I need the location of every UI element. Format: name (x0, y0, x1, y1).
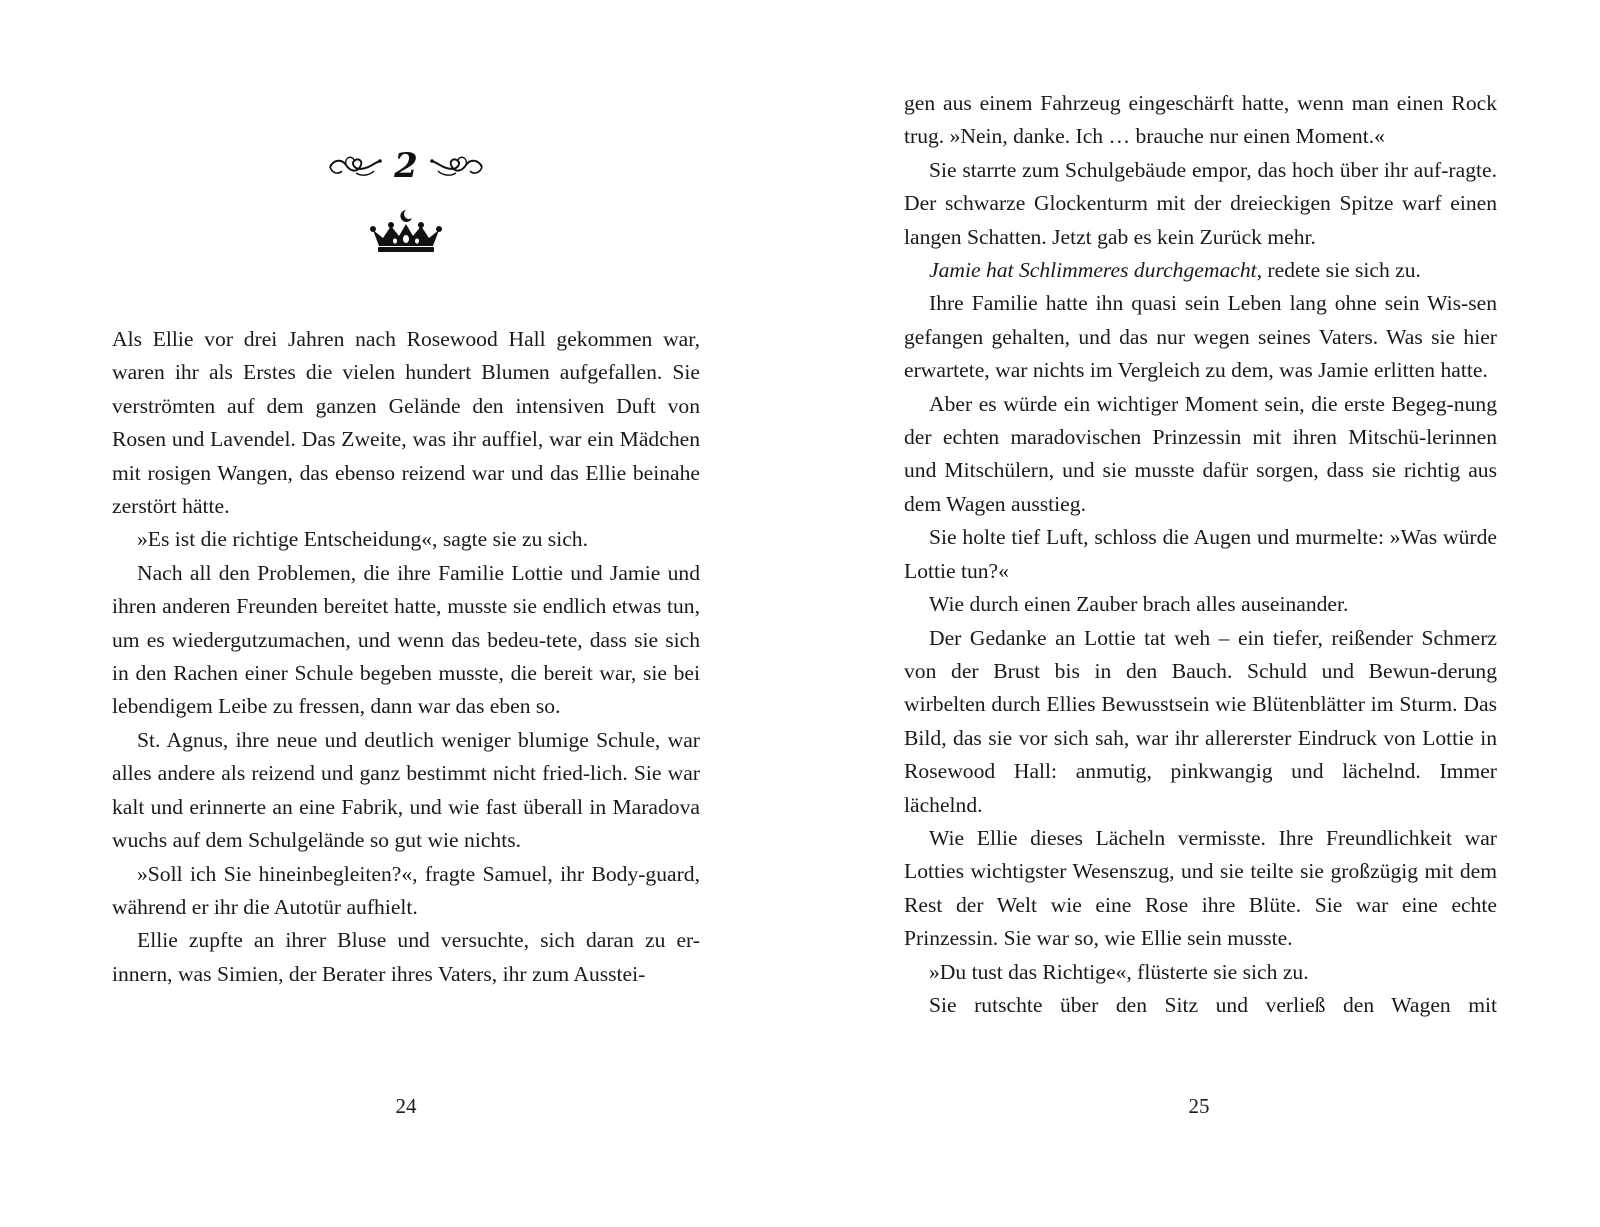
paragraph: gen aus einem Fahrzeug eingeschärft hatte, wenn man einen Rock trug. »Nein, danke. Ich … brauche nur einen Moment.« (904, 91, 1497, 149)
paragraph: Aber es würde ein wichtiger Moment sein, die erste Begeg-nung der echten maradovischen Prinzessin mit ihren Mitschü-lerinnen und Mitschülern, und sie musste dafür sorgen, dass sie richtig aus dem Wagen ausstieg. (904, 391, 1497, 516)
paragraph: Wie Ellie dieses Lächeln vermisste. Ihre Freundlichkeit war Lotties wichtigster Wesenszug, und sie teilte sie großzügig mit dem Rest der Welt wie eine Rose ihre Blüte. Sie war eine echte Prinzessin. Sie war so, wie Ellie sein musste. (904, 825, 1497, 951)
chapter-heading (112, 140, 700, 254)
chapter-number: 2 (394, 146, 418, 186)
paragraph: »Du tust das Richtige«, flüsterte sie sich zu. (929, 959, 1309, 984)
right-flourish-icon (428, 151, 486, 181)
page-number-right: 25 (1188, 1094, 1210, 1118)
paragraph: St. Agnus, ihre neue und deutlich weniger blumige Schule, war alles andere als reizend und ganz bestimmt nicht fried-lich. Sie war kalt und erinnerte an eine Fabrik, und wie fast überall in Maradova wuchs auf dem Schulgelände so gut wie nichts. (112, 727, 700, 853)
chapter-title-line (112, 140, 700, 192)
crown-icon (369, 208, 443, 254)
right-body-text (904, 87, 1497, 1022)
paragraph: Sie holte tief Luft, schloss die Augen und murmelte: »Was würde Lottie tun?« (904, 525, 1497, 583)
paragraph: Sie starrte zum Schulgebäude empor, das hoch über ihr auf-ragte. Der schwarze Glockenturm mit der dreieckigen Spitze warf einen langen Schatten. Jetzt gab es kein Zurück mehr. (904, 157, 1497, 249)
paragraph: Nach all den Problemen, die ihre Familie Lottie und Jamie und ihren anderen Freunden bereitet hatte, musste sie endlich etwas tun, um es wiedergutzumachen, und wenn das bedeu-tete, dass sie sich in den Rachen einer Schule begeben musste, die bereit war, sie bei lebendigem Leibe zu fressen, dann war das eben so. (112, 560, 700, 719)
paragraph: »Es ist die richtige Entscheidung«, sagte sie zu sich. (137, 527, 588, 552)
paragraph: Als Ellie vor drei Jahren nach Rosewood Hall gekommen war, waren ihr als Erstes die vielen hundert Blumen aufgefallen. Sie verströmten auf dem ganzen Gelände den intensiven Duft von Rosen und Lavendel. Das Zweite, was ihr auffiel, war ein Mädchen mit rosigen Wangen, das ebenso reizend war und das Ellie beinahe zerstört hätte. (112, 327, 700, 519)
paragraph: Ihre Familie hatte ihn quasi sein Leben lang ohne sein Wis-sen gefangen gehalten, und das nur wegen seines Vaters. Was sie hier erwartete, war nichts im Vergleich zu dem, was Jamie erlitten hatte. (904, 291, 1497, 383)
italic-thought: Jamie hat Schlimmeres durchgemacht, (929, 258, 1263, 283)
paragraph: Ellie zupfte an ihrer Bluse und versuchte, sich daran zu er-innern, was Simien, der Berater ihres Vaters, ihr zum Ausstei- (112, 928, 700, 986)
paragraph-thought (904, 254, 1497, 287)
thought-rest: redete sie sich zu. (1262, 258, 1421, 283)
left-flourish-icon (326, 151, 384, 181)
left-body-text (112, 323, 700, 991)
paragraph: Wie durch einen Zauber brach alles auseinander. (929, 592, 1349, 617)
page-number-left: 24 (395, 1094, 417, 1118)
paragraph: Der Gedanke an Lottie tat weh – ein tiefer, reißender Schmerz von der Brust bis in den Bauch. Schuld und Bewun-derung wirbelten durch Ellies Bewusstsein wie Blütenblätter im Sturm. Das Bild, das sie vor sich sah, war ihr allererster Eindruck von Lottie in Rosewood Hall: anmutig, pinkwangig und lächelnd. Immer lächelnd. (904, 625, 1497, 817)
paragraph: Sie rutschte über den Sitz und verließ den Wagen mit (929, 992, 1497, 1017)
paragraph: »Soll ich Sie hineinbegleiten?«, fragte Samuel, ihr Body-guard, während er ihr die Autotür aufhielt. (112, 861, 700, 919)
